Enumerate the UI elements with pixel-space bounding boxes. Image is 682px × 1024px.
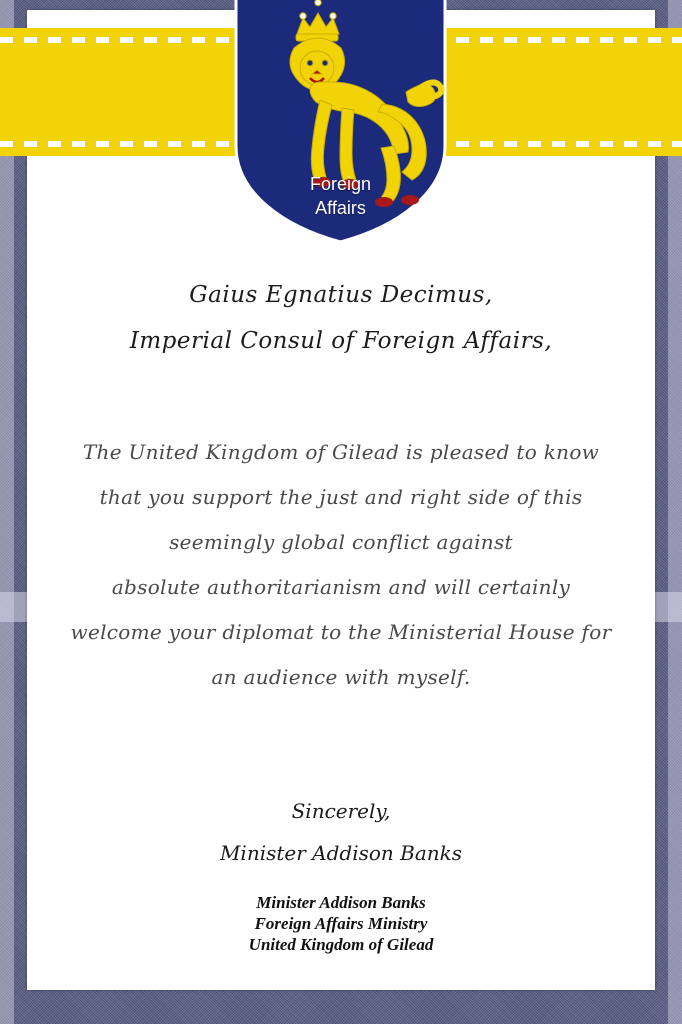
coat-of-arms-crest xyxy=(234,0,447,244)
salutation-line-1: Gaius Egnatius Decimus, xyxy=(189,282,493,308)
body-line-6: an audience with myself. xyxy=(211,665,471,689)
body-line-2: that you support the just and right side of this xyxy=(99,485,583,509)
signature-block-ministry: Foreign Affairs Ministry xyxy=(254,914,428,933)
signature-block-name: Minister Addison Banks xyxy=(256,893,426,912)
letter-signoff xyxy=(27,790,655,874)
signature-text: Minister Addison Banks xyxy=(219,841,463,865)
body-line-4: absolute authoritarianism and will certainly xyxy=(111,575,571,599)
letter-paragraph xyxy=(27,430,655,700)
salutation-line-2: Imperial Consul of Foreign Affairs, xyxy=(129,328,553,354)
body-line-1: The United Kingdom of Gilead is pleased to know xyxy=(82,440,600,464)
signature-block xyxy=(27,892,655,955)
signature-block-country: United Kingdom of Gilead xyxy=(248,935,434,954)
crest-label-line2: Affairs xyxy=(315,198,366,218)
letter-salutation xyxy=(27,272,655,364)
body-line-3: seemingly global conflict against xyxy=(169,530,513,554)
letter-body xyxy=(27,250,655,955)
closing-text: Sincerely, xyxy=(291,799,391,823)
body-line-5: welcome your diplomat to the Ministerial House for xyxy=(70,620,612,644)
crest-label xyxy=(234,172,447,220)
crest-label-line1: Foreign xyxy=(309,174,372,194)
